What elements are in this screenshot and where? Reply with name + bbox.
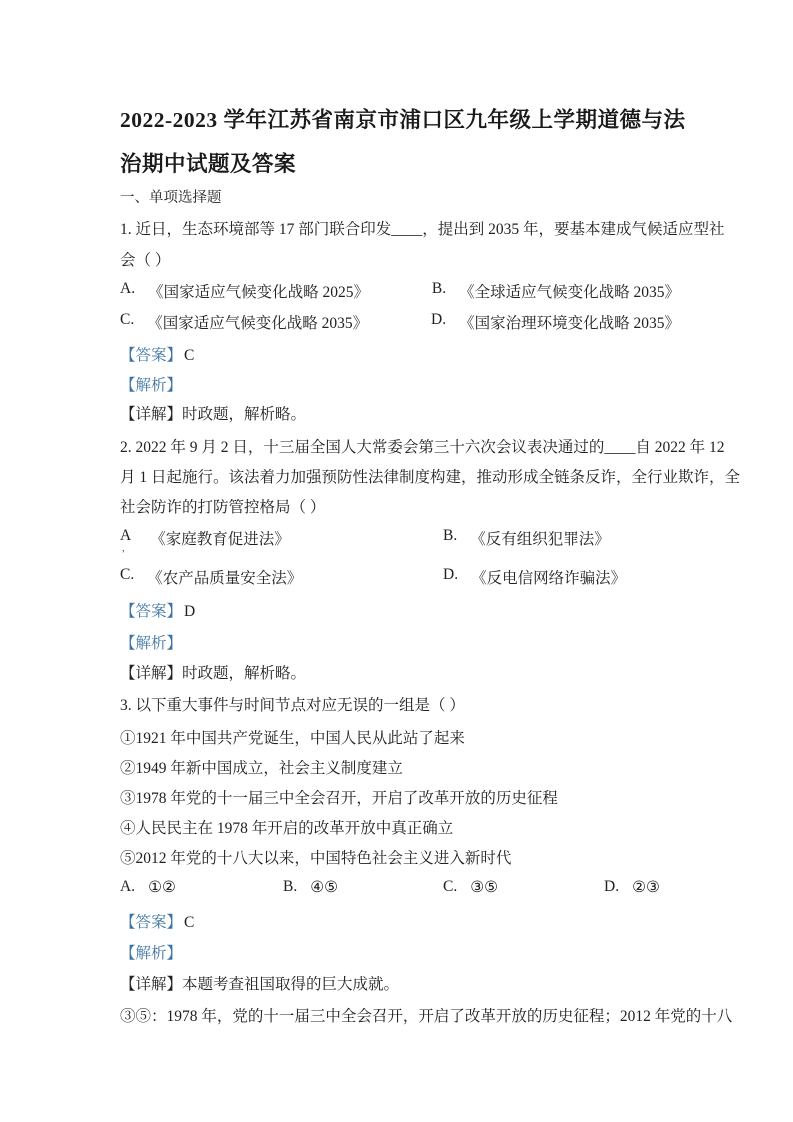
q1-stem-line1: 1. 近日，生态环境部等 17 部门联合印发____，提出到 2035 年，要基本建成气候适应型社 <box>120 221 725 238</box>
q3-analysis-line <box>120 941 680 963</box>
q2-option-d-label: D. <box>443 566 459 583</box>
q3-option-a <box>120 878 283 897</box>
q2-option-a <box>120 527 443 554</box>
q2-stem-line3: 社会防诈的打防管控格局（ ） <box>120 499 326 516</box>
q2-options-row-ab <box>120 527 680 554</box>
q3-detail-line <box>120 972 680 994</box>
q2-detail-text: 时政题，解析略。 <box>182 665 307 682</box>
q1-option-b-label: B. <box>431 280 447 297</box>
section-heading-multiple-choice: 一、单项选择题 <box>120 190 222 206</box>
q3-item-3: ③1978 年党的十一届三中全会召开，开启了改革开放的历史征程 <box>120 790 558 807</box>
q1-analysis-marker: 【解析】 <box>120 377 183 394</box>
q3-item-5: ⑤2012 年党的十八大以来，中国特色社会主义进入新时代 <box>120 850 512 867</box>
page-title-line1: 2022-2023 学年江苏省南京市浦口区九年级上学期道德与法 <box>120 108 686 132</box>
q2-option-d <box>443 566 626 588</box>
q1-stem-line2: 会（ ） <box>120 252 171 269</box>
q3-option-c-text: ③⑤ <box>470 879 499 896</box>
q3-option-c-label: C. <box>443 878 458 895</box>
q2-analysis-line <box>120 631 680 653</box>
q2-option-a-text: 《家庭教育促进法》 <box>150 531 290 548</box>
q3-option-d <box>604 878 660 897</box>
q1-option-a-text: 《国家适应气候变化战略 2025》 <box>148 284 369 301</box>
q2-option-c-text: 《农产品质量安全法》 <box>147 570 303 587</box>
q3-detail-line2: ③⑤：1978 年，党的十一届三中全会召开，开启了改革开放的历史征程；2012 年党的十八 <box>120 1008 733 1025</box>
q2-options-row-cd <box>120 566 680 588</box>
q1-answer-line <box>120 343 680 365</box>
q1-options-row-ab <box>120 280 680 302</box>
q1-option-a-label: A. <box>120 280 136 297</box>
q3-option-a-text: ①② <box>148 879 176 896</box>
q3-option-b <box>283 878 443 897</box>
q2-detail-line <box>120 661 680 683</box>
q1-detail-text: 时政题，解析略。 <box>182 406 307 423</box>
q2-option-a-stray-mark: , <box>122 542 125 554</box>
q3-answer-marker: 【答案】 <box>120 914 183 931</box>
q1-option-d <box>431 311 680 333</box>
q2-analysis-marker: 【解析】 <box>120 635 183 652</box>
q1-option-c <box>120 311 431 333</box>
q2-option-c <box>120 566 443 588</box>
q1-option-c-text: 《国家适应气候变化战略 2035》 <box>147 315 369 332</box>
q3-option-b-text: ④⑤ <box>310 879 339 896</box>
q3-detail-marker: 【详解】 <box>120 976 183 993</box>
q1-detail-line <box>120 402 680 424</box>
q3-answer-value: C <box>184 914 195 931</box>
q3-option-b-label: B. <box>283 878 298 895</box>
q3-analysis-marker: 【解析】 <box>120 945 183 962</box>
q2-option-a-label: A <box>120 527 132 544</box>
page-title-line2: 治期中试题及答案 <box>120 152 297 176</box>
q1-option-d-text: 《国家治理环境变化战略 2035》 <box>459 315 680 332</box>
q1-detail-marker: 【详解】 <box>120 406 183 423</box>
q2-stem-line2: 月 1 日起施行。该法着力加强预防性法律制度构建，推动形成全链条反诈，全行业欺诈，全 <box>120 469 741 486</box>
q3-item-4: ④人民民主在 1978 年开启的改革开放中真正确立 <box>120 820 454 837</box>
q2-answer-marker: 【答案】 <box>120 603 183 620</box>
q1-answer-marker: 【答案】 <box>120 347 183 364</box>
q1-option-a <box>120 280 432 302</box>
q2-detail-marker: 【详解】 <box>120 665 183 682</box>
q3-item-2: ②1949 年新中国成立，社会主义制度建立 <box>120 760 403 777</box>
q2-answer-line <box>120 599 680 621</box>
q3-item-1: ①1921 年中国共产党诞生，中国人民从此站了起来 <box>120 730 465 747</box>
q2-option-d-text: 《反电信网络诈骗法》 <box>471 570 627 587</box>
q2-option-b-text: 《反有组织犯罪法》 <box>470 531 610 548</box>
q2-option-b <box>443 527 610 549</box>
q3-stem: 3. 以下重大事件与时间节点对应无误的一组是（ ） <box>120 697 465 714</box>
q3-option-d-label: D. <box>604 878 620 895</box>
q2-option-c-label: C. <box>120 566 135 583</box>
q1-option-d-label: D. <box>431 311 447 328</box>
q1-answer-value: C <box>184 347 195 364</box>
q3-answer-line <box>120 910 680 932</box>
q2-stem-line1: 2. 2022 年 9 月 2 日，十三届全国人大常委会第三十六次会议表决通过的____自 2022 年 12 <box>120 439 725 456</box>
q3-option-a-label: A. <box>120 878 136 895</box>
q3-options-row <box>120 878 680 897</box>
q1-analysis-line <box>120 373 680 395</box>
q3-detail-text: 本题考查祖国取得的巨大成就。 <box>182 976 400 993</box>
q1-option-c-label: C. <box>120 311 135 328</box>
q1-option-b-text: 《全球适应气候变化战略 2035》 <box>459 284 680 301</box>
q2-answer-value: D <box>184 603 196 620</box>
q3-option-c <box>443 878 604 897</box>
q1-options-row-cd <box>120 311 680 333</box>
q3-option-d-text: ②③ <box>632 879 660 896</box>
q1-option-b <box>432 280 680 302</box>
q2-option-b-label: B. <box>443 527 458 544</box>
